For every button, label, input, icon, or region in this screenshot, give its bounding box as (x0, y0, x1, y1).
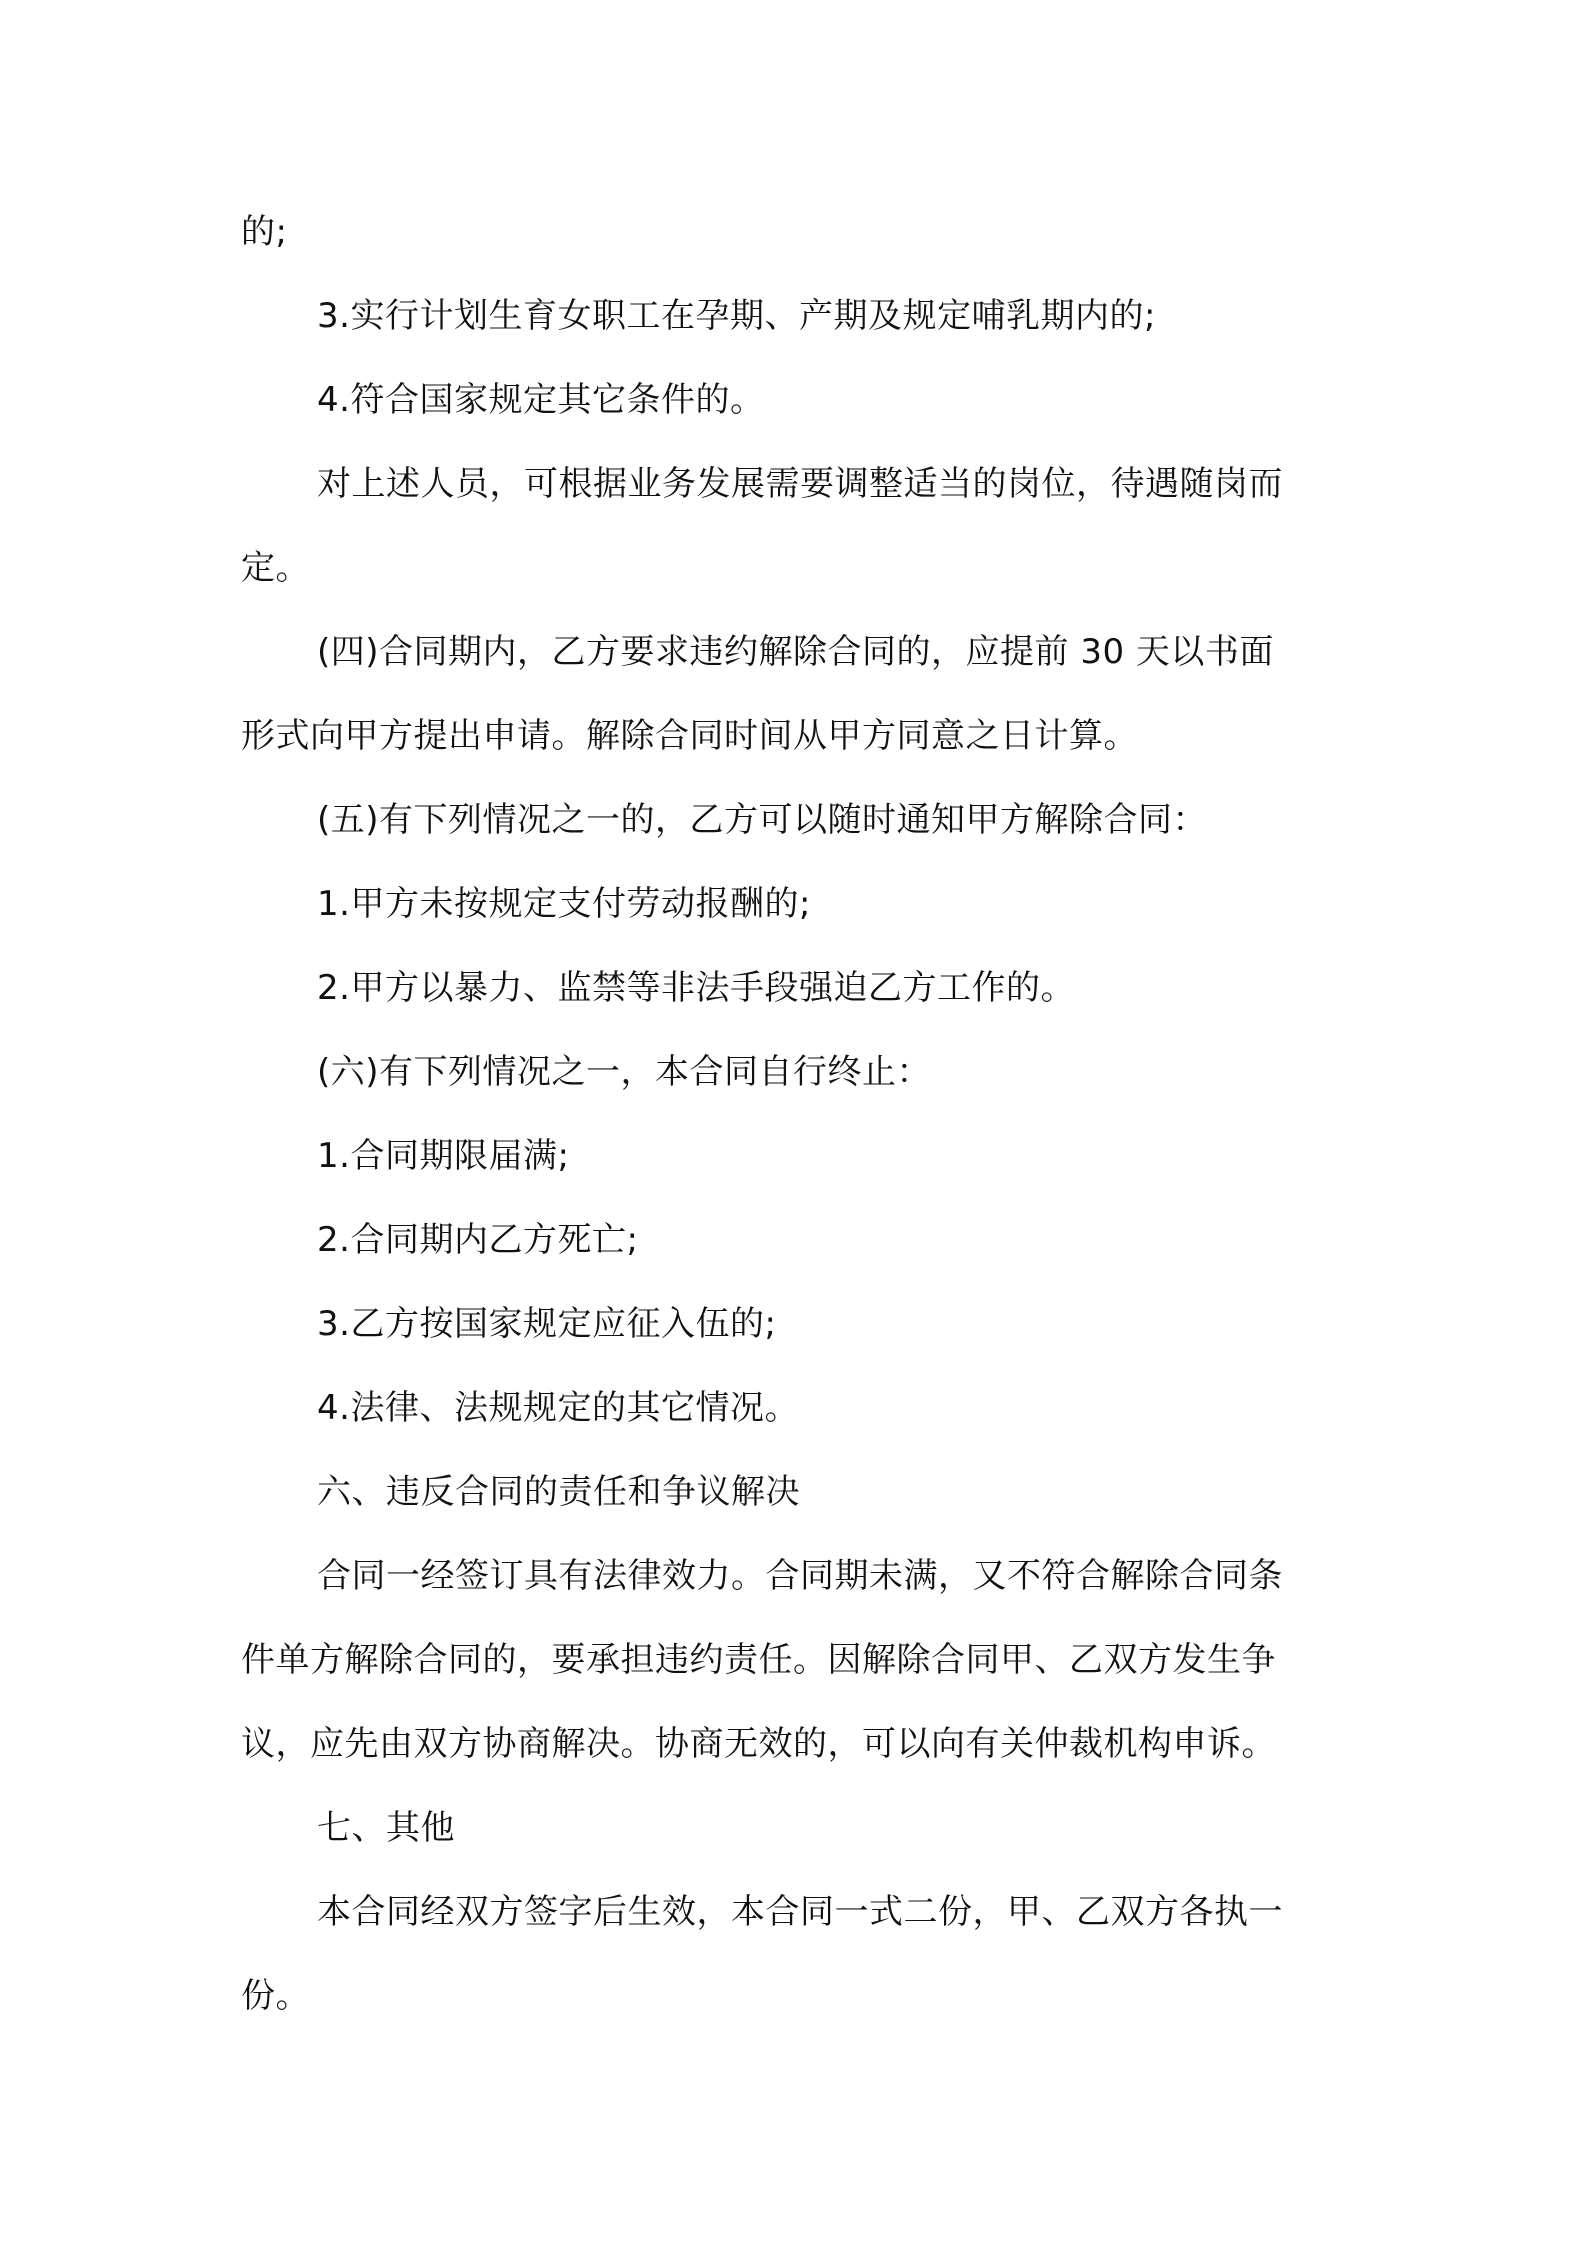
section-heading: 六、违反合同的责任和争议解决 (317, 1472, 800, 1512)
text-line: 定。 (241, 548, 310, 588)
text-line: (四)合同期内，乙方要求违约解除合同的，应提前 30 天以书面 (317, 632, 1274, 672)
text-line: (六)有下列情况之一，本合同自行终止： (317, 1052, 932, 1092)
text-line: 议，应先由双方协商解决。协商无效的，可以向有关仲裁机构申诉。 (241, 1724, 1276, 1764)
text-line: 份。 (241, 1976, 310, 2016)
text-line: 本合同经双方签字后生效，本合同一式二份，甲、乙双方各执一 (317, 1892, 1283, 1932)
text-line: 4.法律、法规规定的其它情况。 (317, 1388, 799, 1428)
text-line: 1.合同期限届满; (317, 1136, 570, 1176)
section-heading: 七、其他 (317, 1808, 455, 1848)
text-line: 3.实行计划生育女职工在孕期、产期及规定哺乳期内的; (317, 296, 1156, 336)
text-line: 2.合同期内乙方死亡; (317, 1220, 639, 1260)
text-line: 合同一经签订具有法律效力。合同期未满，又不符合解除合同条 (317, 1556, 1283, 1596)
text-line: 4.符合国家规定其它条件的。 (317, 380, 765, 420)
text-line: 3.乙方按国家规定应征入伍的; (317, 1304, 777, 1344)
text-line: 的; (241, 212, 288, 252)
document-body (241, 190, 1353, 2038)
text-line: 对上述人员，可根据业务发展需要调整适当的岗位，待遇随岗而 (317, 464, 1283, 504)
text-line: 形式向甲方提出申请。解除合同时间从甲方同意之日计算。 (241, 716, 1138, 756)
text-line: 1.甲方未按规定支付劳动报酬的; (317, 884, 811, 924)
text-line: 件单方解除合同的，要承担违约责任。因解除合同甲、乙双方发生争 (241, 1640, 1276, 1680)
text-line: 2.甲方以暴力、监禁等非法手段强迫乙方工作的。 (317, 968, 1075, 1008)
text-line: (五)有下列情况之一的，乙方可以随时通知甲方解除合同： (317, 800, 1208, 840)
